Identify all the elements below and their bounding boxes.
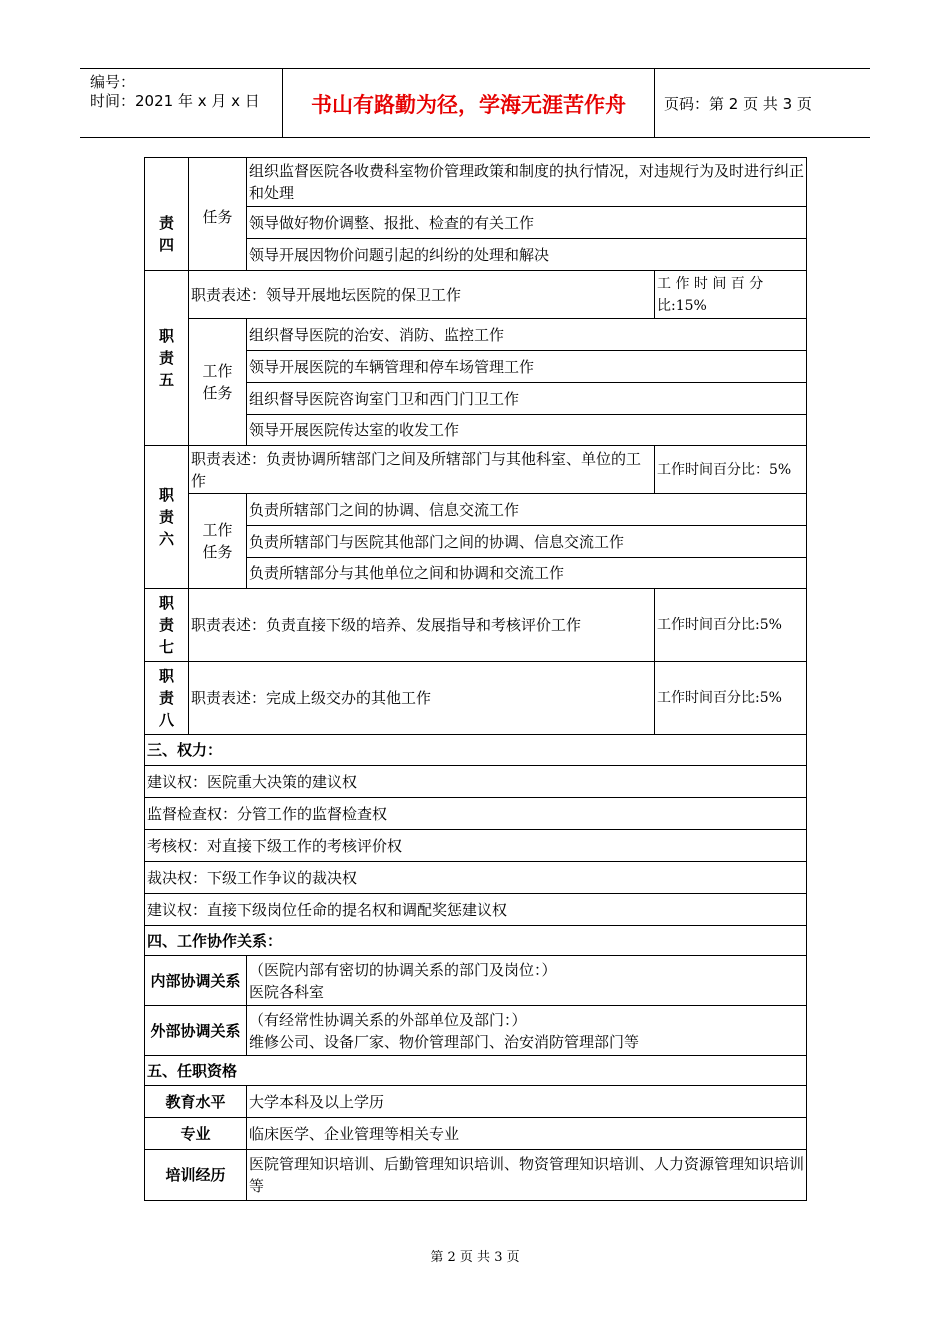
major-label: 专业 bbox=[145, 1118, 247, 1150]
table-row bbox=[145, 589, 807, 662]
table-row bbox=[145, 271, 807, 319]
table-row bbox=[145, 894, 807, 926]
training-label: 培训经历 bbox=[145, 1150, 247, 1201]
table-row bbox=[145, 1150, 807, 1201]
duty-7-percentage: 工作时间百分比:5% bbox=[655, 589, 807, 662]
duty-5-task: 领导开展医院的车辆管理和停车场管理工作 bbox=[247, 351, 807, 383]
external-relations-value: 维修公司、设备厂家、物价管理部门、治安消防管理部门等 bbox=[249, 1032, 640, 1051]
table-row bbox=[145, 735, 807, 766]
duty-6-percentage: 工作时间百分比：5% bbox=[655, 446, 807, 494]
power-item: 建议权：直接下级岗位任命的提名权和调配奖惩建议权 bbox=[145, 894, 807, 926]
table-row bbox=[145, 1006, 807, 1056]
duty-5-task-label: 工作 任务 bbox=[189, 319, 247, 446]
education-label: 教育水平 bbox=[145, 1086, 247, 1118]
header-meta bbox=[90, 73, 280, 111]
header-motto: 书山有路勤为径，学海无涯苦作舟 bbox=[311, 93, 626, 117]
table-row bbox=[145, 494, 807, 526]
table-row bbox=[145, 158, 807, 207]
table-row bbox=[145, 766, 807, 798]
table-row bbox=[145, 798, 807, 830]
header-divider bbox=[654, 69, 655, 137]
number-label: 编号： bbox=[90, 73, 136, 91]
page-footer: 第 2 页 共 3 页 bbox=[430, 1250, 520, 1265]
duty-5-statement: 职责表述：领导开展地坛医院的保卫工作 bbox=[189, 271, 655, 319]
duty-7-statement: 职责表述：负责直接下级的培养、发展指导和考核评价工作 bbox=[189, 589, 655, 662]
duty-6-task: 负责所辖部门与医院其他部门之间的协调、信息交流工作 bbox=[247, 526, 807, 558]
duty-5-title: 职 责 五 bbox=[145, 271, 189, 446]
major-value: 临床医学、企业管理等相关专业 bbox=[247, 1118, 807, 1150]
time-label: 时间：2021 年 x 月 x 日 bbox=[90, 92, 260, 110]
internal-relations-cell bbox=[247, 956, 807, 1006]
duty-4-task: 领导做好物价调整、报批、检查的有关工作 bbox=[247, 207, 807, 239]
duty-4-task-label: 任务 bbox=[189, 158, 247, 271]
duty-6-task-label: 工作 任务 bbox=[189, 494, 247, 589]
duty-6-statement: 职责表述：负责协调所辖部门之间及所辖部门与其他科室、单位的工作 bbox=[189, 446, 655, 494]
duty-7-title: 职 责 七 bbox=[145, 589, 189, 662]
power-item: 监督检查权：分管工作的监督检查权 bbox=[145, 798, 807, 830]
internal-relations-value: 医院各科室 bbox=[249, 982, 325, 1001]
internal-relations-label: 内部协调关系 bbox=[145, 956, 247, 1006]
duty-5-percentage: 工 作 时 间 百 分 比:15% bbox=[655, 271, 807, 319]
power-item: 考核权：对直接下级工作的考核评价权 bbox=[145, 830, 807, 862]
internal-relations-note: （医院内部有密切的协调关系的部门及岗位：） bbox=[249, 960, 557, 979]
duty-4-title: 责 四 bbox=[145, 158, 189, 271]
table-row bbox=[145, 830, 807, 862]
table-row bbox=[145, 319, 807, 351]
duty-5-task: 组织督导医院咨询室门卫和西门门卫工作 bbox=[247, 383, 807, 415]
duty-4-task: 组织监督医院各收费科室物价管理政策和制度的执行情况，对违规行为及时进行纠正和处理 bbox=[247, 158, 807, 207]
table-row bbox=[145, 862, 807, 894]
page-header bbox=[80, 68, 870, 138]
external-relations-note: （有经常性协调关系的外部单位及部门：） bbox=[249, 1010, 527, 1029]
table-row bbox=[145, 446, 807, 494]
power-item: 裁决权：下级工作争议的裁决权 bbox=[145, 862, 807, 894]
table-row bbox=[145, 926, 807, 956]
duty-6-task: 负责所辖部分与其他单位之间和协调和交流工作 bbox=[247, 558, 807, 589]
duty-6-title: 职 责 六 bbox=[145, 446, 189, 589]
education-value: 大学本科及以上学历 bbox=[247, 1086, 807, 1118]
job-description-table bbox=[144, 157, 807, 1201]
external-relations-label: 外部协调关系 bbox=[145, 1006, 247, 1056]
table-row bbox=[145, 1086, 807, 1118]
qualifications-heading: 五、任职资格 bbox=[145, 1056, 807, 1086]
table-row bbox=[145, 956, 807, 1006]
duty-5-task: 领导开展医院传达室的收发工作 bbox=[247, 415, 807, 446]
duty-8-percentage: 工作时间百分比:5% bbox=[655, 662, 807, 735]
relations-heading: 四、工作协作关系： bbox=[145, 926, 807, 956]
power-item: 建议权：医院重大决策的建议权 bbox=[145, 766, 807, 798]
powers-heading: 三、权力： bbox=[145, 735, 807, 766]
header-page-info: 页码：第 2 页 共 3 页 bbox=[664, 95, 812, 113]
duty-6-task: 负责所辖部门之间的协调、信息交流工作 bbox=[247, 494, 807, 526]
table-row bbox=[145, 662, 807, 735]
duty-8-statement: 职责表述：完成上级交办的其他工作 bbox=[189, 662, 655, 735]
training-value: 医院管理知识培训、后勤管理知识培训、物资管理知识培训、人力资源管理知识培训等 bbox=[247, 1150, 807, 1201]
table-row bbox=[145, 1056, 807, 1086]
duty-5-task: 组织督导医院的治安、消防、监控工作 bbox=[247, 319, 807, 351]
duty-8-title: 职 责 八 bbox=[145, 662, 189, 735]
external-relations-cell bbox=[247, 1006, 807, 1056]
duty-4-task: 领导开展因物价问题引起的纠纷的处理和解决 bbox=[247, 239, 807, 271]
table-row bbox=[145, 1118, 807, 1150]
